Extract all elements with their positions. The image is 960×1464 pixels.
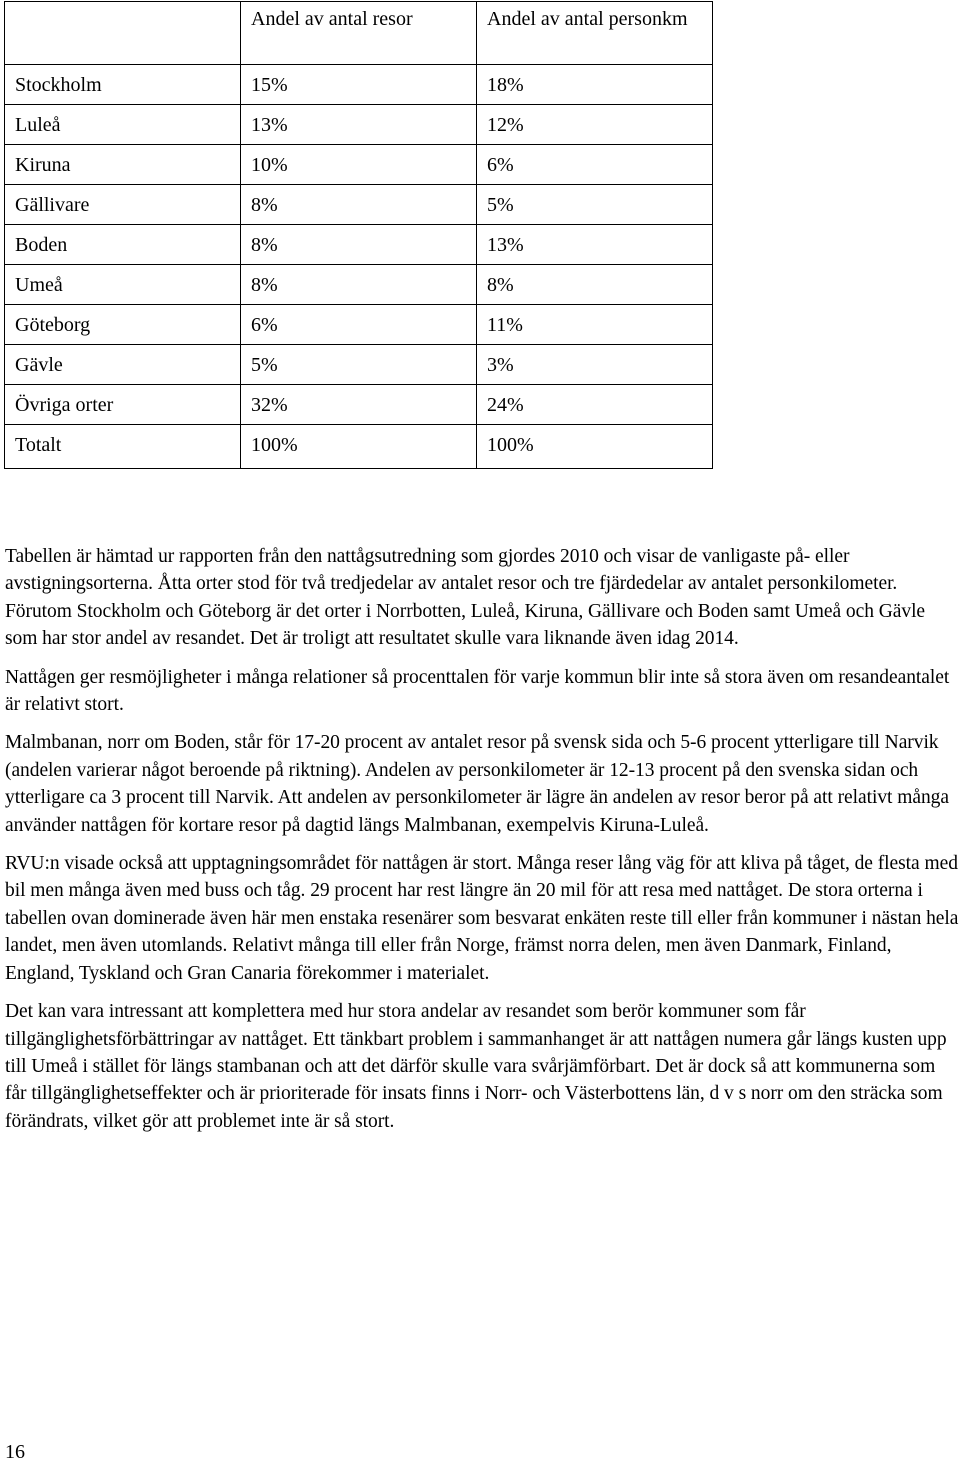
table-header-cell: Andel av antal personkm xyxy=(477,2,713,65)
table-cell-city: Övriga orter xyxy=(5,385,241,425)
table-cell-city: Kiruna xyxy=(5,145,241,185)
table-row xyxy=(5,185,713,225)
table-row xyxy=(5,65,713,105)
page-number: 16 xyxy=(5,1441,25,1463)
paragraph: RVU:n visade också att upptagningsområdet för nattågen är stort. Många reser lång väg för att kliva på tåget, de flesta med bil men många även med buss och tåg. 29 procent har rest längre än 20 mil för att resa med nattåget. De stora orterna i tabellen ovan dominerade även här men enstaka resenärer som besvarat enkäten reste till eller från kommuner i nästan hela landet, men även utomlands. Relativt många till eller från Norge, främst norra delen, men även Danmark, Finland, England, Tyskland och Gran Canaria förekommer i materialet. xyxy=(5,853,959,984)
table-total-row xyxy=(5,425,713,469)
table-row xyxy=(5,305,713,345)
table-row xyxy=(5,105,713,145)
table-header-cell xyxy=(5,2,241,65)
table-cell-personkm-share: 100% xyxy=(477,425,713,469)
table-row xyxy=(5,225,713,265)
table-cell-personkm-share: 13% xyxy=(477,225,713,265)
table-row xyxy=(5,265,713,305)
table-cell-personkm-share: 24% xyxy=(477,385,713,425)
paragraph: Det kan vara intressant att komplettera med hur stora andelar av resandet som berör kommuner som får tillgänglighetsförbättringar av nattåget. Ett tänkbart problem i sammanhanget är att nattågen numera går längs kusten upp till Umeå i stället för längs stambanan och att det därför skulle vara svårjämförbart. Det är dock så att kommunerna som får tillgänglighetseffekter och är prioriterade för insats finns i Norr- och Västerbottens län, d v s norr om den sträcka som förändrats, vilket gör att problemet inte är så stort. xyxy=(5,1001,947,1132)
table-cell-personkm-share: 18% xyxy=(477,65,713,105)
table-row xyxy=(5,145,713,185)
table-cell-city: Göteborg xyxy=(5,305,241,345)
table-cell-personkm-share: 11% xyxy=(477,305,713,345)
table-row xyxy=(5,385,713,425)
table-cell-trips-share: 8% xyxy=(241,265,477,305)
table-cell-city: Umeå xyxy=(5,265,241,305)
table-cell-city: Boden xyxy=(5,225,241,265)
table-cell-personkm-share: 6% xyxy=(477,145,713,185)
table-cell-trips-share: 8% xyxy=(241,185,477,225)
paragraph: Tabellen är hämtad ur rapporten från den nattågsutredning som gjordes 2010 och visar de vanligaste på- eller avstigningsorterna. Åtta orter stod för två tredjedelar av antalet resor och tre fjärdedelar av antalet personkilometer. Förutom Stockholm och Göteborg är det orter i Norrbotten, Luleå, Kiruna, Gällivare och Boden samt Umeå och Gävle som har stor andel av resandet. Det är troligt att resultatet skulle vara liknande även idag 2014. xyxy=(5,546,926,650)
table-cell-trips-share: 15% xyxy=(241,65,477,105)
table-cell-city: Gävle xyxy=(5,345,241,385)
table-cell-trips-share: 6% xyxy=(241,305,477,345)
table-cell-trips-share: 32% xyxy=(241,385,477,425)
table-cell-trips-share: 8% xyxy=(241,225,477,265)
table-cell-personkm-share: 3% xyxy=(477,345,713,385)
travel-share-table xyxy=(4,1,713,469)
table-cell-personkm-share: 12% xyxy=(477,105,713,145)
paragraph: Nattågen ger resmöjligheter i många relationer så procenttalen för varje kommun blir inte så stora även om resandeantalet är relativt stort. xyxy=(5,666,950,716)
table-cell-city: Totalt xyxy=(5,425,241,469)
table-cell-city: Luleå xyxy=(5,105,241,145)
body-text xyxy=(5,543,960,1146)
paragraph: Malmbanan, norr om Boden, står för 17-20 procent av antalet resor på svensk sida och 5-6 procent ytterligare till Narvik (andelen varierar något beroende på riktning). Andelen av personkilometer är 12-13 procent på den svenska sidan och ytterligare ca 3 procent till Narvik. Att andelen av personkilometer är lägre än andelen av resor beror på att relativt många använder nattågen för kortare resor på dagtid längs Malmbanan, exempelvis Kiruna-Luleå. xyxy=(5,732,949,836)
table-cell-trips-share: 10% xyxy=(241,145,477,185)
table-cell-trips-share: 5% xyxy=(241,345,477,385)
table-cell-personkm-share: 8% xyxy=(477,265,713,305)
table-cell-trips-share: 13% xyxy=(241,105,477,145)
table-cell-city: Stockholm xyxy=(5,65,241,105)
table-cell-trips-share: 100% xyxy=(241,425,477,469)
table-row xyxy=(5,345,713,385)
table-cell-personkm-share: 5% xyxy=(477,185,713,225)
table-header-cell: Andel av antal resor xyxy=(241,2,477,65)
table-cell-city: Gällivare xyxy=(5,185,241,225)
table-header-row xyxy=(5,2,713,65)
